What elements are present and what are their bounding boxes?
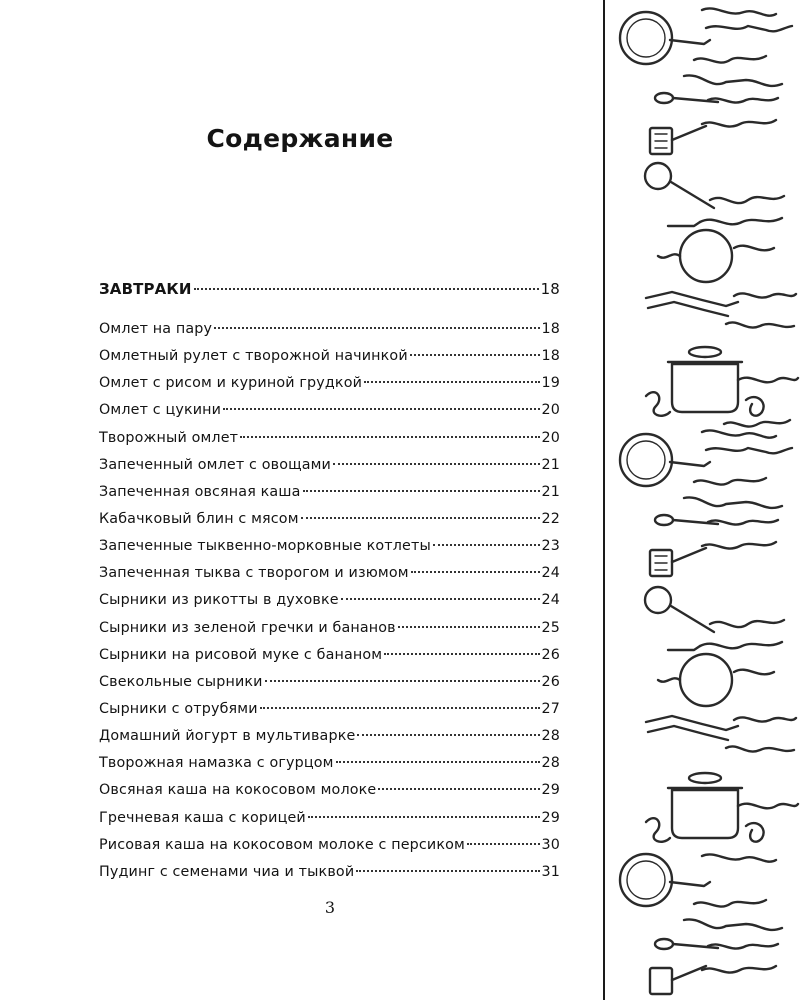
toc-entry[interactable]	[99, 674, 560, 701]
toc-entry[interactable]	[99, 864, 560, 891]
toc-entry-title: Рисовая каша на кокосовом молоке с персиком	[99, 836, 465, 853]
ladle-icon	[645, 163, 671, 189]
toc-entry[interactable]	[99, 755, 560, 782]
dot-leader	[433, 544, 540, 546]
knife-icon	[668, 222, 700, 226]
frying-pan-icon	[620, 854, 672, 906]
toc-section-title: ЗАВТРАКИ	[99, 280, 192, 298]
plate-icon	[680, 230, 732, 282]
bottle-icon	[646, 716, 738, 730]
toc-entry[interactable]	[99, 430, 560, 457]
toc-entry[interactable]	[99, 565, 560, 592]
toc-entry[interactable]	[99, 375, 560, 402]
toc-entry-page: 18	[541, 321, 560, 337]
kitchen-utensils-illustration	[606, 0, 800, 1000]
toc-entry-title: Запеченная овсяная каша	[99, 483, 301, 500]
pot-icon	[672, 364, 738, 412]
plate-icon	[680, 654, 732, 706]
dot-leader	[467, 843, 540, 845]
toc-entry-title: Омлетный рулет с творожной начинкой	[99, 348, 408, 365]
toc-entry[interactable]	[99, 402, 560, 429]
toc-entry-page: 29	[541, 782, 560, 799]
dot-leader	[341, 598, 540, 600]
dot-leader	[194, 288, 539, 290]
toc-entry-title: Сырники из зеленой гречки и бананов	[99, 619, 396, 636]
toc-entry-title: Гречневая каша с корицей	[99, 809, 306, 826]
toc-entry-page: 23	[541, 538, 560, 555]
toc-entry[interactable]	[99, 538, 560, 565]
toc-entry-title: Домашний йогурт в мультиварке	[99, 728, 356, 745]
heart-icon	[746, 823, 764, 842]
toc-entry-title: Сырники с отрубями	[99, 700, 258, 717]
pot-icon	[672, 790, 738, 838]
toc-entry-page: 31	[541, 863, 560, 880]
table-of-contents	[99, 280, 560, 891]
dot-leader	[356, 870, 539, 872]
toc-entry[interactable]	[99, 647, 560, 674]
heart-icon	[746, 397, 764, 416]
toc-entry-title: Омлет с рисом и куриной грудкой	[99, 375, 363, 392]
toc-entry-title: Свекольные сырники	[99, 673, 263, 690]
toc-entry-page: 27	[541, 700, 560, 717]
toc-entry-title: Запеченная тыква с творогом и изюмом	[99, 565, 409, 582]
dot-leader	[411, 571, 540, 573]
toc-entry-page: 24	[541, 565, 560, 582]
toc-entry-page: 28	[541, 728, 560, 745]
toc-entry-page: 28	[541, 755, 560, 772]
dot-leader	[384, 653, 539, 655]
dot-leader	[410, 354, 540, 356]
page-number: 3	[324, 898, 336, 917]
toc-entry[interactable]	[99, 348, 560, 375]
toc-section-breakfasts[interactable]	[99, 280, 560, 321]
dot-leader	[308, 816, 540, 818]
toc-entry-title: Овсяная каша на кокосовом молоке	[99, 782, 377, 799]
toc-entry[interactable]	[99, 837, 560, 864]
toc-entry-page: 26	[541, 673, 560, 690]
toc-entry[interactable]	[99, 321, 560, 348]
toc-entry-page: 22	[541, 510, 560, 527]
dot-leader	[398, 626, 540, 628]
toc-entry-title: Омлет с цукини	[99, 402, 222, 419]
page-title: Содержание	[206, 124, 394, 153]
toc-entry[interactable]	[99, 728, 560, 755]
toc-entry[interactable]	[99, 484, 560, 511]
spoon-icon	[655, 93, 673, 103]
dot-leader	[303, 490, 540, 492]
toc-entry-title: Творожная намазка с огурцом	[99, 755, 334, 772]
toc-entry-title: Сырники из рикотты в духовке	[99, 592, 339, 609]
toc-section-page: 18	[540, 280, 560, 298]
dot-leader	[378, 788, 539, 790]
toc-entry[interactable]	[99, 620, 560, 647]
bottle-icon	[646, 292, 738, 306]
dot-leader	[240, 436, 539, 438]
dot-leader	[333, 463, 539, 465]
dot-leader	[301, 517, 540, 519]
knife-icon	[668, 646, 700, 650]
toc-entry-page: 26	[541, 646, 560, 663]
dot-leader	[336, 761, 540, 763]
toc-entry-title: Пудинг с семенами чиа и тыквой	[99, 863, 355, 880]
utensil-pattern-top	[620, 8, 798, 426]
toc-entry-page: 29	[541, 809, 560, 826]
toc-entry-title: Творожный омлет	[99, 429, 239, 446]
toc-entry-page: 20	[541, 402, 560, 419]
toc-entry-page: 30	[541, 836, 560, 853]
dot-leader	[265, 680, 540, 682]
toc-entry-page: 20	[541, 429, 560, 446]
vertical-divider	[603, 0, 605, 1000]
toc-entry-title: Запеченный омлет с овощами	[99, 456, 332, 473]
toc-entry[interactable]	[99, 701, 560, 728]
toc-entry[interactable]	[99, 457, 560, 484]
toc-entry[interactable]	[99, 782, 560, 809]
toc-entry[interactable]	[99, 810, 560, 837]
frying-pan-icon	[620, 434, 672, 486]
toc-entry[interactable]	[99, 511, 560, 538]
toc-entry[interactable]	[99, 592, 560, 619]
dot-leader	[214, 327, 539, 329]
frying-pan-icon	[620, 12, 672, 64]
utensil-pattern-bottom	[620, 430, 798, 994]
toc-entry-title: Омлет на пару	[99, 321, 213, 337]
toc-entry-title: Запеченные тыквенно-морковные котлеты	[99, 538, 431, 555]
toc-entry-page: 19	[541, 375, 560, 392]
spoon-icon	[655, 939, 673, 949]
dot-leader	[223, 408, 539, 410]
toc-entry-page: 21	[541, 483, 560, 500]
toc-entry-page: 18	[541, 348, 560, 365]
ladle-icon	[645, 587, 671, 613]
toc-entry-page: 25	[541, 619, 560, 636]
dot-leader	[260, 707, 540, 709]
dot-leader	[364, 381, 539, 383]
toc-entry-page: 24	[541, 592, 560, 609]
dot-leader	[357, 734, 539, 736]
spoon-icon	[655, 515, 673, 525]
toc-entry-page: 21	[541, 456, 560, 473]
toc-entry-title: Кабачковый блин с мясом	[99, 510, 299, 527]
spatula-icon	[650, 968, 672, 994]
toc-entry-title: Сырники на рисовой муке с бананом	[99, 646, 383, 663]
